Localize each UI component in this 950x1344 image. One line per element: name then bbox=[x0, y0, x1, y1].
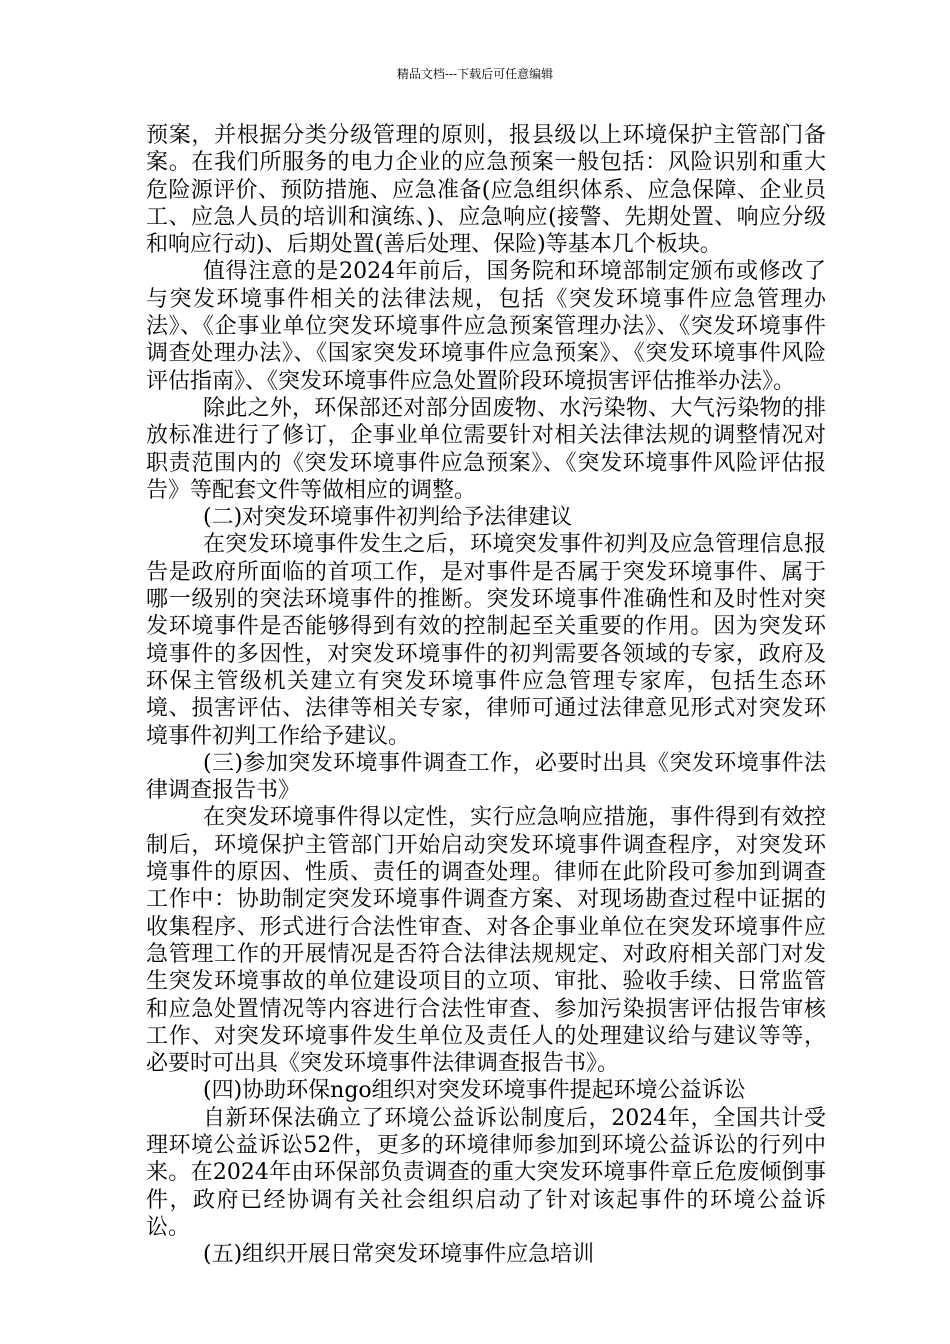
paragraph: 值得注意的是2024年前后，国务院和环境部制定颁布或修改了与突发环境事件相关的法律法规，包括《突发环境事件应急管理办法》、《企事业单位突发环境事件应急预案管理办法》、《突发环境事件调查处理办法》、《国家突发环境事件应急预案》、《突发环境事件风险评估指南》、《突发环境事件应急处置阶段环境损害评估推举办法》。 bbox=[146, 259, 826, 394]
paragraph: 预案，并根据分类分级管理的原则，报县级以上环境保护主管部门备案。在我们所服务的电力企业的应急预案一般包括：风险识别和重大危险源评价、预防措施、应急准备(应急组织体系、应急保障、企业员工、应急人员的培训和演练、)、应急响应(接警、先期处置、响应分级和响应行动)、后期处置(善后处理、保险)等基本几个板块。 bbox=[146, 123, 826, 258]
paragraph: 在突发环境事件得以定性，实行应急响应措施，事件得到有效控制后，环境保护主管部门开始启动突发环境事件调查程序，对突发环境事件的原因、性质、责任的调查处理。律师在此阶段可参加到调查工作中：协助制定突发环境事件调查方案、对现场勘查过程中证据的收集程序、形式进行合法性审查、对各企事业单位在突发环境事件应急管理工作的开展情况是否符合法律法规规定、对政府相关部门对发生突发环境事故的单位建设项目的立项、审批、验收手续、日常监管和应急处置情况等内容进行合法性审查、参加污染损害评估报告审核工作、对突发环境事件发生单位及责任人的处理建议给与建议等等，必要时可出具《突发环境事件法律调查报告书》。 bbox=[146, 805, 826, 1077]
page-header: 精品文档---下载后可任意编辑 bbox=[396, 67, 554, 81]
section-heading: (三)参加突发环境事件调查工作，必要时出具《突发环境事件法律调查报告书》 bbox=[146, 750, 826, 804]
section-heading: (二)对突发环境事件初判给予法律建议 bbox=[203, 505, 573, 531]
paragraph: 自新环保法确立了环境公益诉讼制度后，2024年，全国共计受理环境公益诉讼52件，更多的环境律师参加到环境公益诉讼的行列中来。在2024年由环保部负责调查的重大突发环境事件章丘危废倾倒事件，政府已经协调有关社会组织启动了针对该起事件的环境公益诉讼。 bbox=[146, 1105, 826, 1240]
paragraph: 在突发环境事件发生之后，环境突发事件初判及应急管理信息报告是政府所面临的首项工作，是对事件是否属于突发环境事件、属于哪一级别的突法环境事件的推断。突发环境事件准确性和及时性对突发环境事件是否能够得到有效的控制起至关重要的作用。因为突发环境事件的多因性，对突发环境事件的初判需要各领域的专家，政府及环保主管级机关建立有突发环境事件应急管理专家库，包括生态环境、损害评估、法律等相关专家，律师可通过法律意见形式对突发环境事件初判工作给予建议。 bbox=[146, 532, 826, 749]
paragraph: 除此之外，环保部还对部分固废物、水污染物、大气污染物的排放标准进行了修订，企事业单位需要针对相关法律法规的调整情况对职责范围内的《突发环境事件应急预案》、《突发环境事件风险评估报告》等配套文件等做相应的调整。 bbox=[146, 395, 826, 503]
document-body bbox=[146, 122, 826, 1268]
section-heading: (五)组织开展日常突发环境事件应急培训 bbox=[203, 1242, 595, 1268]
section-heading: (四)协助环保ngo组织对突发环境事件提起环境公益诉讼 bbox=[203, 1078, 746, 1104]
